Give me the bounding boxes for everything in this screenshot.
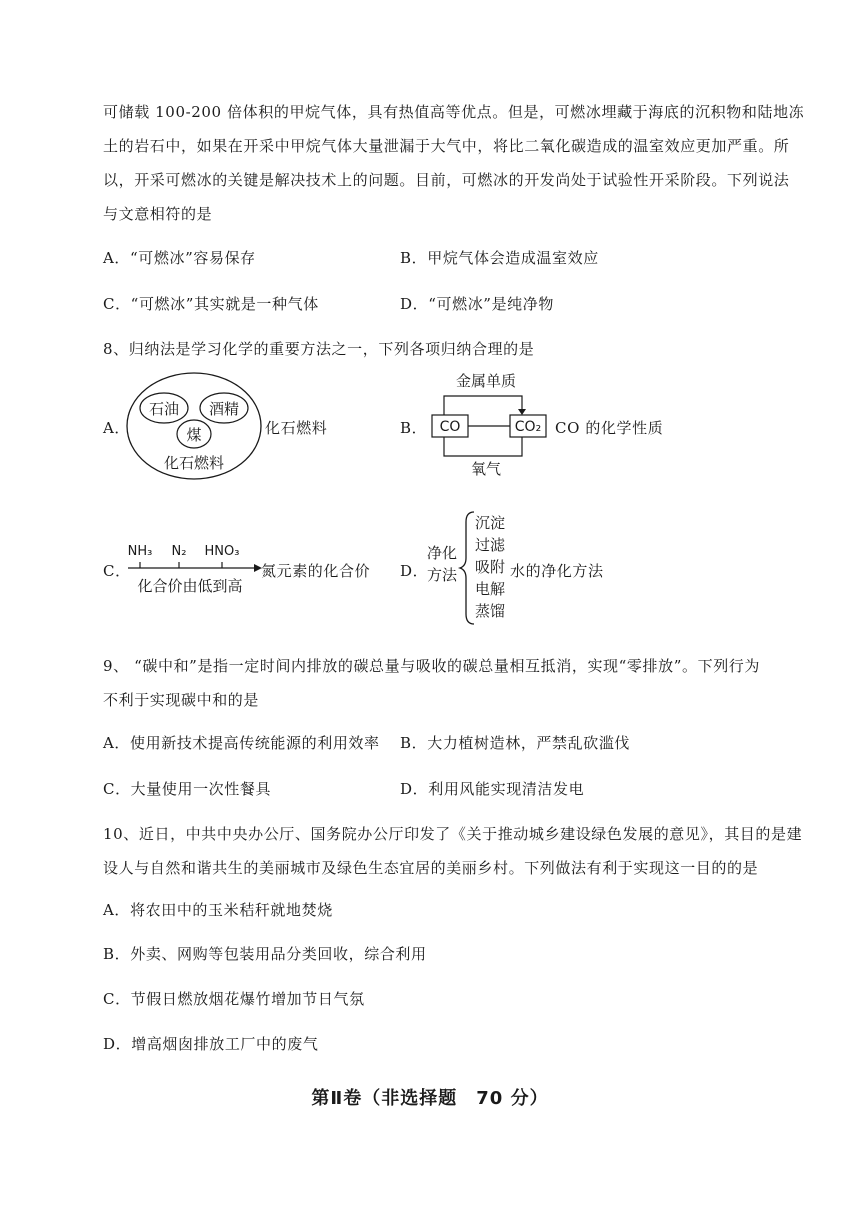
- q9-option-d: D．利用风能实现清洁发电: [400, 780, 585, 798]
- q8-d-head-1: 净化: [426, 544, 458, 562]
- q7-line-4: 与文意相符的是: [103, 205, 213, 223]
- q8-c-valence-axis: [124, 538, 262, 600]
- q8-a-item-coal: 煤: [186, 426, 202, 444]
- q8-option-a-caption: 化石燃料: [265, 419, 328, 437]
- q10-option-b: B．外卖、网购等包装用品分类回收，综合利用: [103, 945, 427, 963]
- q7-option-c: C．“可燃冰”其实就是一种气体: [103, 295, 319, 313]
- q8-d-head-2: 方法: [426, 566, 458, 584]
- q8-c-label-nh3: NH₃: [127, 544, 153, 559]
- q8-c-label-hno3: HNO₃: [204, 544, 240, 559]
- q8-option-a-letter: A．: [103, 419, 131, 437]
- q8-d-method-1: 沉淀: [474, 514, 506, 532]
- brace-icon: [460, 512, 474, 624]
- q8-d-method-4: 电解: [474, 580, 506, 598]
- q7-line-2: 土的岩石中，如果在开采中甲烷气体大量泄漏于大气中，将比二氧化碳造成的温室效应更加严重。所: [103, 137, 790, 155]
- q10-line-2: 设人与自然和谐共生的美丽城市及绿色生态宜居的美丽乡村。下列做法有利于实现这一目的的是: [103, 859, 759, 877]
- q7-line-3: 以，开采可燃冰的关键是解决技术上的问题。目前，可燃冰的开发尚处于试验性开采阶段。下列说法: [103, 171, 790, 189]
- q9-line-2: 不利于实现碳中和的是: [103, 691, 260, 709]
- q9-option-c: C．大量使用一次性餐具: [103, 780, 272, 798]
- q9-option-b: B．大力植树造林，严禁乱砍滥伐: [400, 734, 631, 752]
- q8-d-method-3: 吸附: [474, 558, 506, 576]
- q8-option-b-caption: CO 的化学性质: [555, 419, 664, 437]
- q8-c-axis-label: 化合价由低到高: [137, 577, 243, 595]
- q10-option-c: C．节假日燃放烟花爆竹增加节日气氛: [103, 990, 365, 1008]
- q8-d-method-5: 蒸馏: [474, 602, 506, 620]
- q8-b-bottom-label: 氧气: [470, 460, 502, 478]
- q8-c-label-n2: N₂: [171, 544, 187, 559]
- q10-line-1: 10、近日，中共中央办公厅、国务院办公厅印发了《关于推动城乡建设绿色发展的意见》，其目的是建: [103, 825, 803, 843]
- q8-a-ellipse-diagram: [124, 370, 264, 482]
- q9-line-1: 9、 “碳中和”是指一定时间内排放的碳总量与吸收的碳总量相互抵消，实现“零排放”。下列行为: [103, 657, 760, 675]
- q8-d-purification-brace: [424, 508, 510, 628]
- q8-d-method-2: 过滤: [474, 536, 506, 554]
- q8-option-c-caption: 氮元素的化合价: [261, 562, 371, 580]
- q8-b-co2-box: CO₂: [514, 419, 542, 435]
- q8-b-reaction-diagram: [426, 372, 556, 480]
- q8-option-d-caption: 水的净化方法: [510, 562, 604, 580]
- q8-b-co-box: CO: [439, 419, 461, 435]
- q8-stem: 8、归纳法是学习化学的重要方法之一，下列各项归纳合理的是: [103, 340, 535, 358]
- q8-b-top-label: 金属单质: [455, 372, 517, 390]
- q7-option-d: D．“可燃冰”是纯净物: [400, 295, 554, 313]
- q7-line-1: 可储载 100-200 倍体积的甲烷气体，具有热值高等优点。但是，可燃冰埋藏于海底的沉积物和陆地冻: [103, 103, 805, 121]
- q8-option-c-letter: C．: [103, 562, 131, 580]
- q7-option-a: A．“可燃冰”容易保存: [103, 249, 256, 267]
- q7-option-b: B．甲烷气体会造成温室效应: [400, 249, 599, 267]
- q10-option-a: A．将农田中的玉米秸秆就地焚烧: [103, 901, 333, 919]
- section-title: 第Ⅱ卷（非选择题 70 分）: [311, 1088, 549, 1109]
- q8-option-b-letter: B．: [400, 419, 428, 437]
- q8-a-item-alcohol: 酒精: [208, 400, 240, 418]
- q9-option-a: A．使用新技术提高传统能源的利用效率: [103, 734, 380, 752]
- q8-a-item-oil: 石油: [148, 400, 180, 418]
- q8-a-group-label: 化石燃料: [163, 454, 225, 472]
- q10-option-d: D．增高烟囱排放工厂中的废气: [103, 1035, 319, 1053]
- q8-option-d-letter: D．: [400, 562, 429, 580]
